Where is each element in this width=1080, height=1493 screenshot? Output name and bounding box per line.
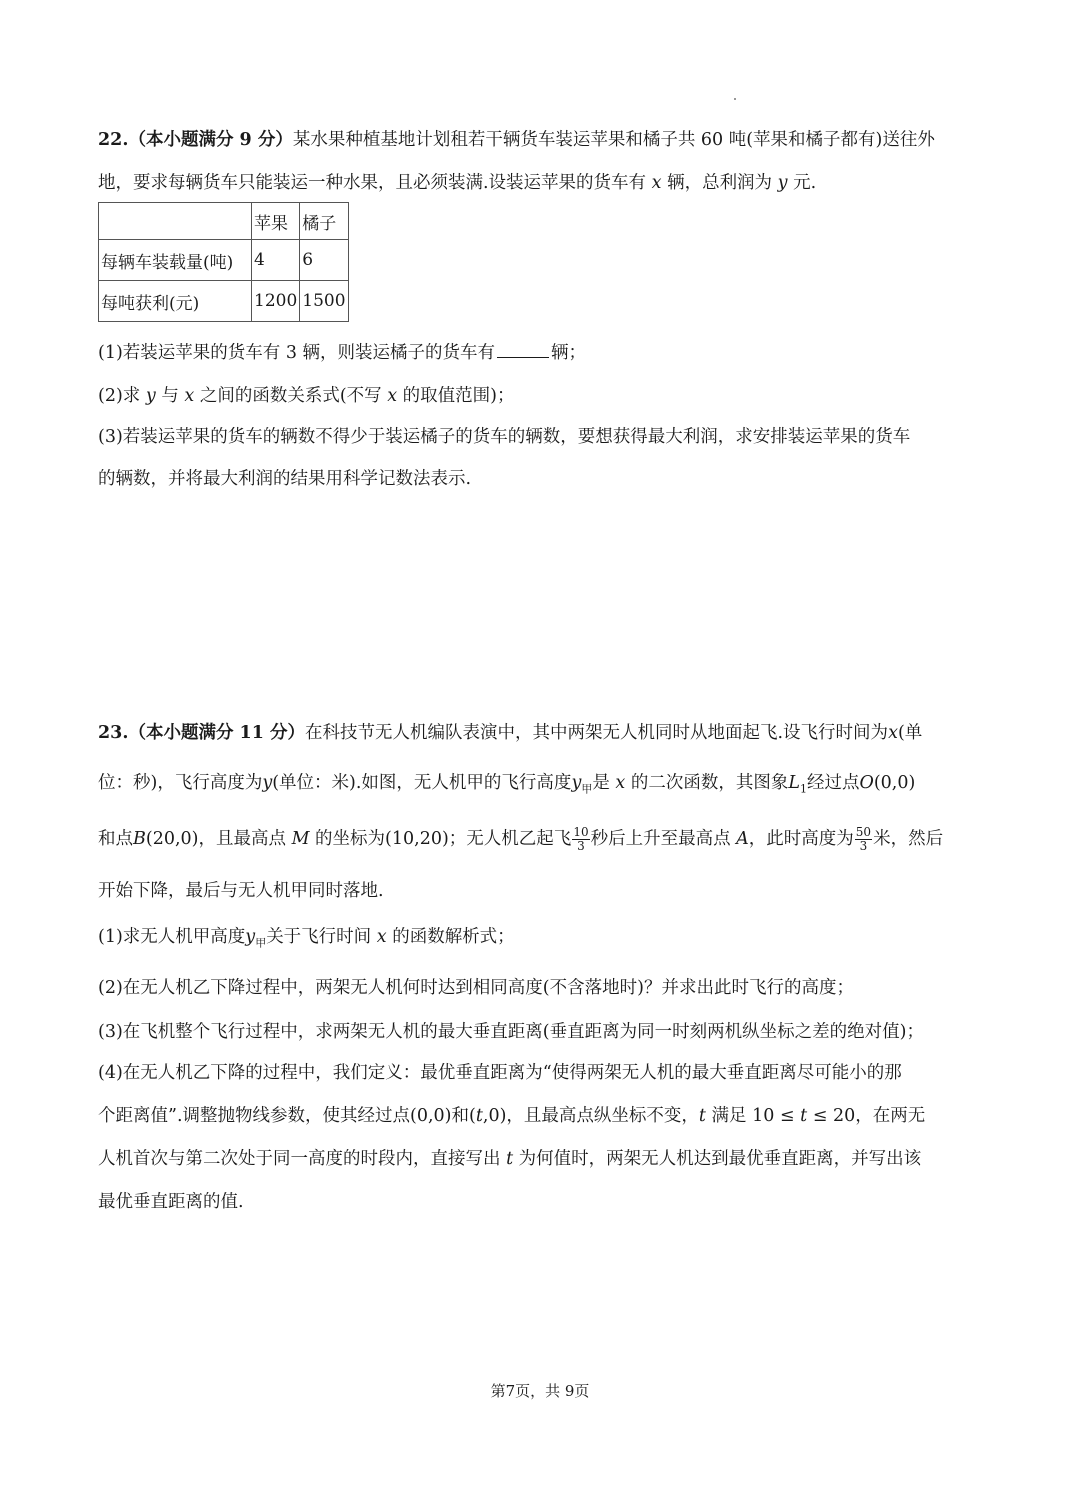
q22-sub3-line-2	[98, 466, 988, 492]
var-t: t	[800, 1106, 808, 1126]
q23-number: 23.	[98, 723, 129, 743]
point-A: A	[736, 829, 749, 849]
fraction-numerator: 50	[855, 825, 872, 839]
table-cell	[99, 203, 252, 240]
q22-line-1	[98, 127, 988, 153]
table-cell: 橘子	[300, 203, 348, 240]
q23-text: (单	[897, 723, 923, 743]
table-cell: 每吨获利(元)	[99, 281, 252, 322]
q23-text: ，此时高度为	[748, 829, 854, 849]
q23-text: 经过点	[806, 773, 860, 793]
q23-sub4-text: 最优垂直距离的值.	[98, 1192, 244, 1212]
var-y-jia: y	[571, 773, 582, 793]
fraction-denominator: 3	[577, 839, 585, 853]
q22-text: 元.	[787, 173, 817, 193]
q22-number: 22.	[98, 130, 129, 150]
table-cell: 苹果	[252, 203, 300, 240]
var-x: x	[651, 173, 662, 193]
q23-sub4-line-3	[98, 1146, 988, 1172]
q23-sub4-text: 为何值时，两架无人机达到最优垂直距离，并写出该	[513, 1149, 922, 1169]
q23-sub4-text: (4)在无人机乙下降的过程中，我们定义：最优垂直距离为“使得两架无人机的最大垂直距离尽可能小的那	[98, 1063, 902, 1083]
q23-sub3-text: (3)在飞机整个飞行过程中，求两架无人机的最大垂直距离(垂直距离为同一时刻两机纵坐标之差的绝对值)；	[98, 1022, 924, 1042]
q23-sub4-line-4	[98, 1189, 988, 1215]
table-cell: 1200	[252, 281, 300, 322]
q23-points: （本小题满分 11 分）	[128, 723, 305, 743]
q23-sub1-text: 的函数解析式；	[386, 927, 515, 947]
q22-sub1-text: 辆；	[551, 343, 587, 363]
var-L: L	[788, 773, 800, 793]
fraction-10-3	[572, 826, 589, 853]
var-y: y	[777, 173, 788, 193]
q23-sub4-text: ≤ 20，在两无	[807, 1106, 926, 1126]
q22-text: 地，要求每辆货车只能装运一种水果，且必须装满.设装运苹果的货车有	[98, 173, 652, 193]
q23-sub2	[98, 975, 988, 1001]
var-x: x	[888, 723, 898, 743]
page-footer: 第7页，共 9页	[490, 1382, 590, 1400]
q23-text: 在科技节无人机编队表演中，其中两架无人机同时从地面起飞.设飞行时间为	[305, 723, 889, 743]
q23-text: (20,0)，且最高点	[145, 829, 292, 849]
q23-sub4-text: 满足 10 ≤	[705, 1106, 801, 1126]
q22-sub2-text: (2)求	[98, 386, 146, 406]
q23-line-3	[98, 826, 988, 853]
table-cell: 4	[252, 240, 300, 281]
table-header-row	[99, 203, 349, 240]
var-t: t	[506, 1149, 514, 1169]
table-row	[99, 281, 349, 322]
subscript-jia: 甲	[255, 936, 267, 950]
var-x: x	[376, 927, 387, 947]
q23-sub3	[98, 1019, 988, 1045]
q23-text: 和点	[98, 829, 133, 849]
q23-line-2	[98, 770, 988, 803]
q23-line-1	[98, 720, 988, 746]
speck-mark	[734, 98, 736, 100]
point-M: M	[291, 829, 310, 849]
q23-line-4	[98, 878, 988, 904]
subscript-jia: 甲	[581, 782, 593, 796]
table-cell: 每辆车装载量(吨)	[99, 240, 252, 281]
point-O: O	[859, 773, 874, 793]
q23-text: 的坐标为(10,20)；无人机乙起飞	[309, 829, 572, 849]
table-row	[99, 240, 349, 281]
q23-sub1-text: 关于飞行时间	[266, 927, 377, 947]
q22-sub2-text: 与	[155, 386, 185, 406]
q23-text: 的二次函数，其图象	[625, 773, 789, 793]
q23-text: (0,0)	[873, 773, 916, 793]
q22-sub2	[98, 383, 988, 409]
table-cell: 1500	[300, 281, 348, 322]
q23-sub4-line-1	[98, 1060, 988, 1086]
q22-sub3-line-1	[98, 424, 988, 450]
var-x: x	[184, 386, 195, 406]
q22-sub3-text: (3)若装运苹果的货车的辆数不得少于装运橘子的货车的辆数，要想获得最大利润，求安排装运苹果的货车	[98, 427, 911, 447]
q23-sub4-text: 个距离值”.调整抛物线参数，使其经过点(0,0)和(	[98, 1106, 476, 1126]
q23-text: 位：秒)，飞行高度为	[98, 773, 263, 793]
var-t: t	[698, 1106, 706, 1126]
var-x: x	[615, 773, 626, 793]
var-t: t	[475, 1106, 483, 1126]
q23-text: 秒后上升至最高点	[590, 829, 737, 849]
q22-text: 辆，总利润为	[661, 173, 778, 193]
var-y: y	[262, 773, 273, 793]
fraction-denominator: 3	[859, 839, 868, 853]
q23-sub4-line-2	[98, 1103, 988, 1129]
q22-sub1	[98, 340, 988, 366]
q23-sub1	[98, 924, 988, 957]
q22-sub1-text: (1)若装运苹果的货车有 3 辆，则装运橘子的货车有	[98, 343, 496, 363]
q23-text: 米，然后	[873, 829, 944, 849]
q22-sub2-text: 之间的函数关系式(不写	[194, 386, 388, 406]
q23-sub2-text: (2)在无人机乙下降过程中，两架无人机何时达到相同高度(不含落地时)？并求出此时飞行的高度；	[98, 978, 854, 998]
q23-sub4-text: 人机首次与第二次处于同一高度的时段内，直接写出	[98, 1149, 507, 1169]
var-x: x	[387, 386, 398, 406]
var-y: y	[145, 386, 156, 406]
q22-sub2-text: 的取值范围)；	[397, 386, 515, 406]
fraction-numerator: 10	[573, 825, 589, 839]
q22-text: 某水果种植基地计划租若干辆货车装运苹果和橘子共 60 吨(苹果和橘子都有)送往外	[292, 130, 935, 150]
q23-text: 是	[592, 773, 616, 793]
q22-line-2	[98, 170, 988, 196]
var-y-jia: y	[245, 927, 256, 947]
table-cell: 6	[300, 240, 348, 281]
answer-blank	[497, 341, 549, 358]
point-B: B	[133, 829, 146, 849]
q22-table	[98, 202, 349, 322]
q23-text: 开始下降，最后与无人机甲同时落地.	[98, 881, 384, 901]
q23-sub4-text: ,0)，且最高点纵坐标不变，	[482, 1106, 699, 1126]
q22-points: （本小题满分 9 分）	[128, 130, 293, 150]
fraction-50-3	[855, 826, 872, 853]
subscript-1: 1	[799, 782, 807, 796]
q22-sub3-text: 的辆数，并将最大利润的结果用科学记数法表示.	[98, 469, 472, 489]
q23-sub1-text: (1)求无人机甲高度	[98, 927, 246, 947]
q23-text: (单位：米).如图，无人机甲的飞行高度	[272, 773, 572, 793]
